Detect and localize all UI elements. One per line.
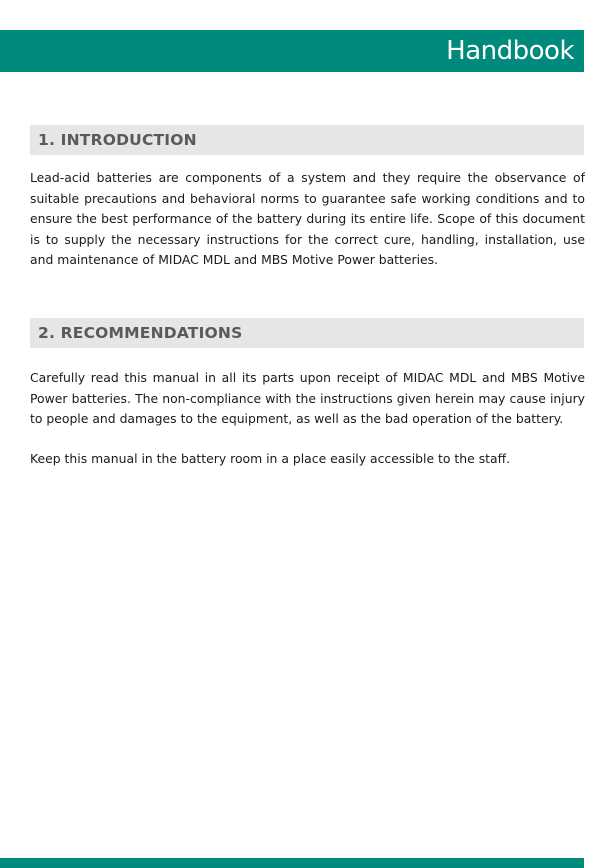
footer-band [0,858,584,868]
section-title-introduction: 1. INTRODUCTION [38,131,197,149]
introduction-paragraph: Lead-acid batteries are components of a system and they require the observance of suitable precautions and behavioral norms to guarantee safe working conditions and to ensure the best performance of the battery during its entire life. Scope of this document is to supply the necessary instructions for the correct cure, handling, installation, use and maintenance of MIDAC MDL and MBS Motive Power batteries. [30,170,585,268]
header-band [0,30,584,72]
section-header-recommendations [30,318,584,348]
header-title: Handbook [446,36,574,66]
section-header-introduction [30,125,584,155]
recommendations-paragraph-2: Keep this manual in the battery room in a place easily accessible to the staff. [30,451,511,466]
recommendations-paragraph-1: Carefully read this manual in all its parts upon receipt of MIDAC MDL and MBS Motive Power batteries. The non-compliance with the instructions given herein may cause injury to people and damages to the equipment, as well as the bad operation of the battery. [30,370,585,427]
section-title-recommendations: 2. RECOMMENDATIONS [38,324,243,342]
